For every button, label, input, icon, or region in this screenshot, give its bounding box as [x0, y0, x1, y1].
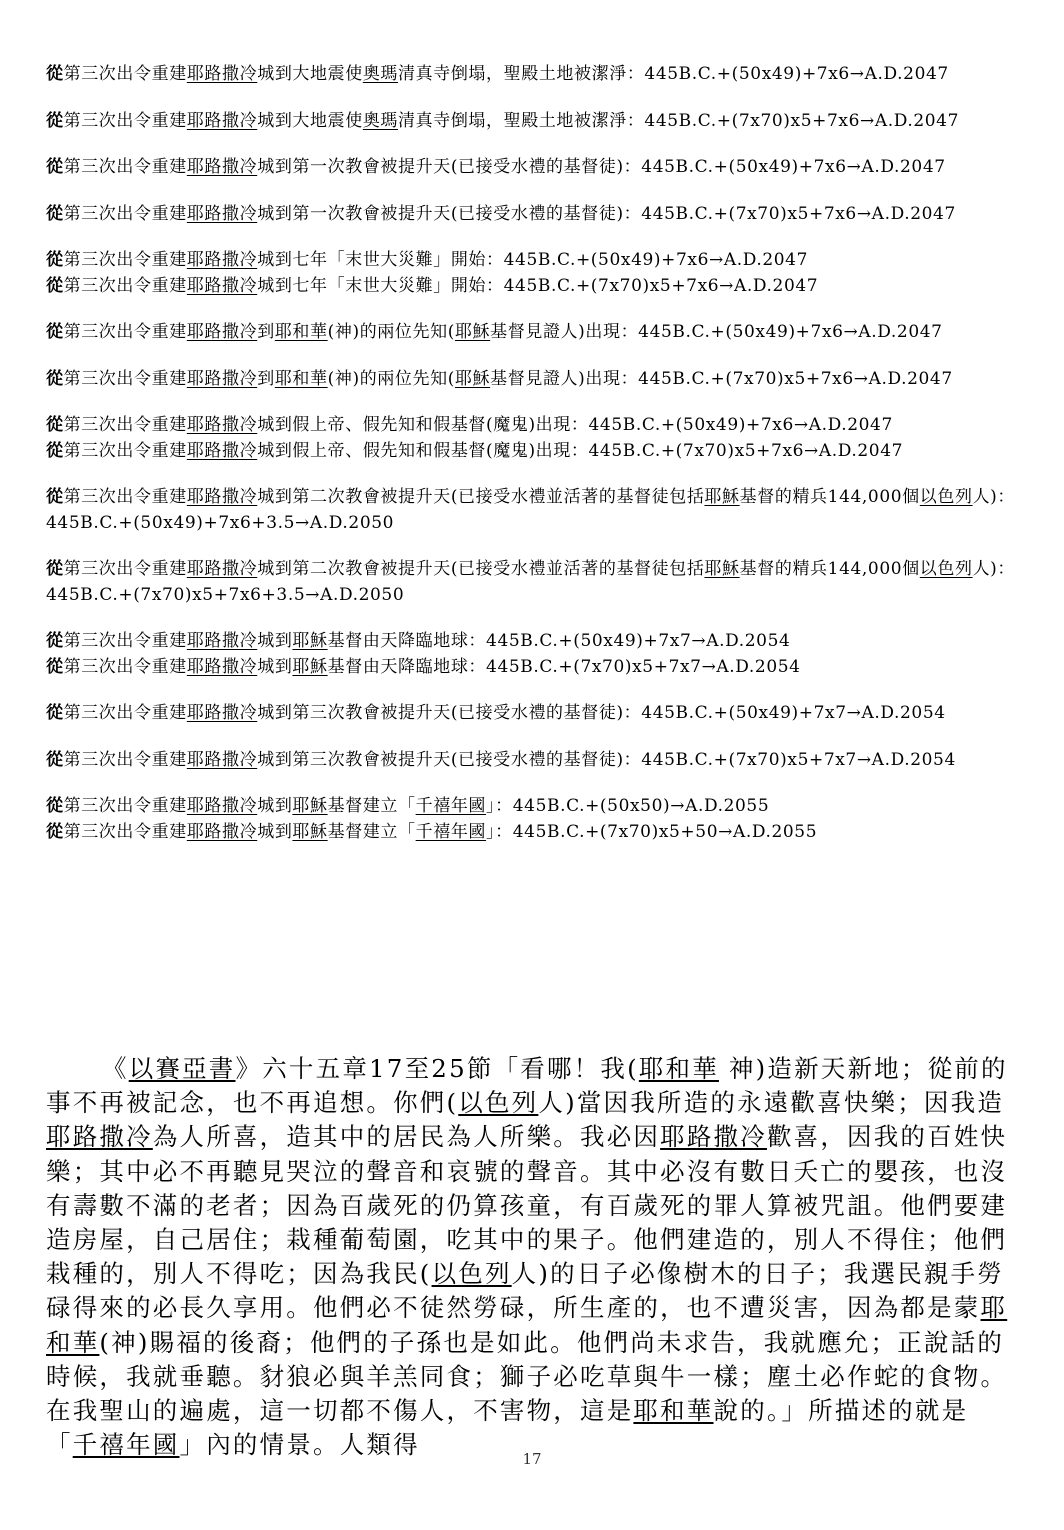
- entry-underlined: 耶路撒冷: [186, 157, 258, 177]
- entry-underlined: 以色列: [919, 487, 973, 507]
- paragraph-text: 人)當因我所造的永遠歡喜快樂；因我造: [538, 1088, 1005, 1118]
- entry-underlined: 千禧年國: [415, 821, 487, 842]
- entry-lead: 從: [46, 631, 64, 651]
- entry-text: 城到假上帝、假先知和假基督(魔鬼)出現：445B.C.+(50x49)+7x6→A.D.2047: [257, 415, 893, 435]
- entry-lead: 從: [46, 368, 64, 389]
- entry-text: 人)：445B.C.+(7x70)x5+7x6+3.5→A.D.2050: [46, 559, 1016, 605]
- entry-text: 第三次出令重建: [63, 250, 187, 270]
- chronology-entry: [46, 557, 1026, 608]
- paragraph-text: 人)的日子必像樹木的日子；我選民親手勞碌得來的必長久享用。他們必不徒然勞碌，所生產的，也不遭災害，因為都是蒙: [46, 1259, 1005, 1323]
- chronology-entry: [46, 655, 1026, 681]
- entry-text: 第三次出令重建: [63, 656, 187, 677]
- entry-underlined: 耶路撒冷: [186, 368, 258, 389]
- entry-text: 第三次出令重建: [63, 322, 187, 342]
- paragraph-text: 《: [102, 1054, 129, 1083]
- chronology-entry: [46, 62, 1026, 88]
- entry-lead: 從: [46, 821, 64, 842]
- chronology-entry: [46, 701, 1026, 727]
- paragraph-text: 》六十五章17至25節「看哪！我(: [235, 1054, 639, 1083]
- entry-underlined: 耶穌: [292, 796, 328, 816]
- entry-underlined: 耶路撒冷: [186, 703, 258, 723]
- entry-text: 第三次出令重建: [63, 368, 187, 389]
- paragraph-underlined: 耶和華: [638, 1054, 719, 1083]
- scripture-paragraph: [46, 1052, 1014, 1462]
- entry-text: 城到七年「末世大災難」開始：445B.C.+(50x49)+7x6→A.D.2047: [257, 250, 809, 270]
- chronology-list: [46, 62, 1026, 845]
- chronology-entry: [46, 820, 1026, 846]
- entry-text: 第三次出令重建: [63, 157, 187, 177]
- entry-text: 城到: [257, 821, 293, 842]
- paragraph-text: 為人所喜，造其中的居民為人所樂。我必因: [152, 1122, 661, 1152]
- paragraph-underlined: 耶和華: [46, 1293, 1008, 1357]
- paragraph-underlined: 以色列: [431, 1259, 512, 1289]
- entry-text: 第三次出令重建: [63, 415, 187, 435]
- paragraph-underlined: 耶路撒冷: [660, 1122, 767, 1152]
- entry-text: 基督見證人)出現：445B.C.+(7x70)x5+7x6→A.D.2047: [490, 368, 953, 389]
- entry-underlined: 耶穌: [454, 322, 491, 342]
- entry-underlined: 耶穌: [704, 559, 740, 579]
- entry-underlined: 耶穌: [292, 821, 328, 842]
- page-number: 17: [522, 1450, 542, 1468]
- entry-text: 基督建立「: [327, 796, 416, 816]
- entry-underlined: 耶路撒冷: [186, 440, 258, 461]
- entry-text: 基督由天降臨地球：445B.C.+(50x49)+7x7→A.D.2054: [327, 631, 791, 651]
- entry-text: 到: [257, 322, 275, 342]
- entry-text: 清真寺倒塌，聖殿土地被潔淨：445B.C.+(50x49)+7x6→A.D.2047: [398, 64, 949, 84]
- paragraph-text: 說的。」所描述的就是「: [46, 1396, 969, 1460]
- entry-text: 基督由天降臨地球：445B.C.+(7x70)x5+7x7→A.D.2054: [327, 656, 801, 677]
- entry-underlined: 耶路撒冷: [186, 110, 258, 131]
- entry-text: 第三次出令重建: [63, 110, 187, 131]
- chronology-entry: [46, 320, 1026, 346]
- entry-underlined: 耶路撒冷: [186, 749, 258, 770]
- entry-text: 人)：445B.C.+(50x49)+7x6+3.5→A.D.2050: [46, 487, 1016, 533]
- entry-underlined: 耶穌: [292, 631, 328, 651]
- entry-text: 第三次出令重建: [63, 749, 187, 770]
- entry-underlined: 耶路撒冷: [186, 250, 258, 270]
- entry-underlined: 耶和華: [274, 322, 328, 342]
- paragraph-underlined: 耶和華: [633, 1396, 714, 1426]
- chronology-entry: [46, 794, 1026, 820]
- entry-text: 城到: [257, 796, 293, 816]
- entry-underlined: 耶路撒冷: [186, 64, 258, 84]
- entry-underlined: 耶穌: [454, 368, 491, 389]
- entry-underlined: 奧瑪: [362, 64, 399, 84]
- paragraph-text: 神)造新天新地；從前的事不再被記念，也不再追想。你們(: [46, 1054, 1008, 1118]
- entry-text: 第三次出令重建: [63, 796, 187, 816]
- chronology-entry: [46, 109, 1026, 135]
- entry-underlined: 耶路撒冷: [186, 559, 258, 579]
- entry-text: 城到七年「末世大災難」開始：445B.C.+(7x70)x5+7x6→A.D.2047: [257, 275, 819, 296]
- entry-underlined: 耶路撒冷: [186, 631, 258, 651]
- chronology-entry: [46, 748, 1026, 774]
- chronology-entry: [46, 439, 1026, 465]
- entry-text: 城到第一次教會被提升天(已接受水禮的基督徒)：445B.C.+(7x70)x5+7x6→A.D.2047: [257, 203, 956, 224]
- entry-text: 城到: [257, 631, 293, 651]
- paragraph-underlined: 以賽亞書: [128, 1054, 236, 1083]
- entry-text: 第三次出令重建: [63, 440, 187, 461]
- paragraph-text: (神)賜福的後裔；他們的子孫也是如此。他們尚未求告，我就應允；正說話的時候，我就垂聽。豺狼必與羊羔同食；獅子必吃草與牛一樣；塵土必作蛇的食物。在我聖山的遍處，這一切都不傷人，不害物，這是: [46, 1327, 1008, 1426]
- entry-text: 第三次出令重建: [63, 203, 187, 224]
- entry-text: (神)的兩位先知(: [327, 368, 455, 389]
- entry-lead: 從: [46, 250, 64, 270]
- entry-underlined: 耶穌: [292, 656, 328, 677]
- entry-lead: 從: [46, 110, 64, 131]
- entry-lead: 從: [46, 703, 64, 723]
- entry-lead: 從: [46, 749, 64, 770]
- entry-underlined: 耶路撒冷: [186, 796, 258, 816]
- chronology-entry: [46, 202, 1026, 228]
- paragraph-text: 歡喜，因我的百姓快樂；其中必不再聽見哭泣的聲音和哀號的聲音。其中必沒有數日夭亡的嬰孩，也沒有壽數不滿的老者；因為百歲死的仍算孩童，有百歲死的罪人算被咒詛。他們要建造房屋，自己居住；栽種葡萄園，吃其中的果子。他們建造的，別人不得住；他們栽種的，別人不得吃；因為我民(: [46, 1122, 1008, 1289]
- entry-lead: 從: [46, 415, 64, 435]
- entry-lead: 從: [46, 322, 64, 342]
- chronology-entry: [46, 413, 1026, 439]
- entry-text: 基督見證人)出現：445B.C.+(50x49)+7x6→A.D.2047: [490, 322, 943, 342]
- entry-text: 城到第三次教會被提升天(已接受水禮的基督徒)：445B.C.+(50x49)+7x7→A.D.2054: [257, 703, 946, 723]
- entry-text: 城到第三次教會被提升天(已接受水禮的基督徒)：445B.C.+(7x70)x5+7x7→A.D.2054: [257, 749, 956, 770]
- entry-text: 城到第一次教會被提升天(已接受水禮的基督徒)：445B.C.+(50x49)+7x6→A.D.2047: [257, 157, 946, 177]
- entry-underlined: 耶路撒冷: [186, 275, 258, 296]
- entry-underlined: 耶和華: [274, 368, 328, 389]
- entry-text: 」：445B.C.+(50x50)→A.D.2055: [486, 796, 770, 816]
- chronology-entry: [46, 155, 1026, 181]
- entry-text: 第三次出令重建: [63, 487, 187, 507]
- entry-text: 城到假上帝、假先知和假基督(魔鬼)出現：445B.C.+(7x70)x5+7x6→A.D.2047: [257, 440, 904, 461]
- chronology-entry: [46, 629, 1026, 655]
- entry-lead: 從: [46, 64, 64, 84]
- entry-text: 第三次出令重建: [63, 703, 187, 723]
- entry-underlined: 耶路撒冷: [186, 322, 258, 342]
- entry-underlined: 以色列: [919, 559, 973, 579]
- entry-text: 到: [257, 368, 275, 389]
- paragraph-underlined: 千禧年國: [72, 1430, 180, 1460]
- entry-text: 第三次出令重建: [63, 275, 187, 296]
- entry-underlined: 耶路撒冷: [186, 656, 258, 677]
- entry-lead: 從: [46, 656, 64, 677]
- entry-underlined: 耶路撒冷: [186, 487, 258, 507]
- chronology-entry: [46, 274, 1026, 300]
- entry-underlined: 耶路撒冷: [186, 203, 258, 224]
- entry-text: 基督建立「: [327, 821, 416, 842]
- entry-text: 城到大地震使: [257, 110, 363, 131]
- entry-lead: 從: [46, 275, 64, 296]
- entry-text: 第三次出令重建: [63, 64, 187, 84]
- entry-underlined: 耶穌: [704, 487, 740, 507]
- entry-lead: 從: [46, 559, 64, 579]
- entry-text: 第三次出令重建: [63, 631, 187, 651]
- entry-text: 城到第二次教會被提升天(已接受水禮並活著的基督徒包括: [257, 559, 705, 579]
- entry-text: 基督的精兵144,000個: [739, 487, 920, 507]
- entry-text: 第三次出令重建: [63, 821, 187, 842]
- entry-text: 基督的精兵144,000個: [739, 559, 920, 579]
- entry-lead: 從: [46, 796, 64, 816]
- entry-underlined: 耶路撒冷: [186, 821, 258, 842]
- entry-text: 城到大地震使: [257, 64, 363, 84]
- entry-underlined: 奧瑪: [362, 110, 399, 131]
- paragraph-underlined: 以色列: [458, 1088, 539, 1118]
- entry-underlined: 千禧年國: [415, 796, 487, 816]
- entry-lead: 從: [46, 487, 64, 507]
- paragraph-text: 」內的情景。人類得: [179, 1430, 420, 1460]
- chronology-entry: [46, 367, 1026, 393]
- entry-underlined: 耶路撒冷: [186, 415, 258, 435]
- entry-lead: 從: [46, 440, 64, 461]
- entry-text: 清真寺倒塌，聖殿土地被潔淨：445B.C.+(7x70)x5+7x6→A.D.2047: [398, 110, 960, 131]
- entry-text: (神)的兩位先知(: [327, 322, 455, 342]
- paragraph-underlined: 耶路撒冷: [46, 1122, 153, 1152]
- entry-text: 城到第二次教會被提升天(已接受水禮並活著的基督徒包括: [257, 487, 705, 507]
- chronology-entry: [46, 248, 1026, 274]
- entry-text: 」：445B.C.+(7x70)x5+50→A.D.2055: [486, 821, 818, 842]
- entry-text: 第三次出令重建: [63, 559, 187, 579]
- entry-text: 城到: [257, 656, 293, 677]
- entry-lead: 從: [46, 203, 64, 224]
- entry-lead: 從: [46, 157, 64, 177]
- chronology-entry: [46, 485, 1026, 536]
